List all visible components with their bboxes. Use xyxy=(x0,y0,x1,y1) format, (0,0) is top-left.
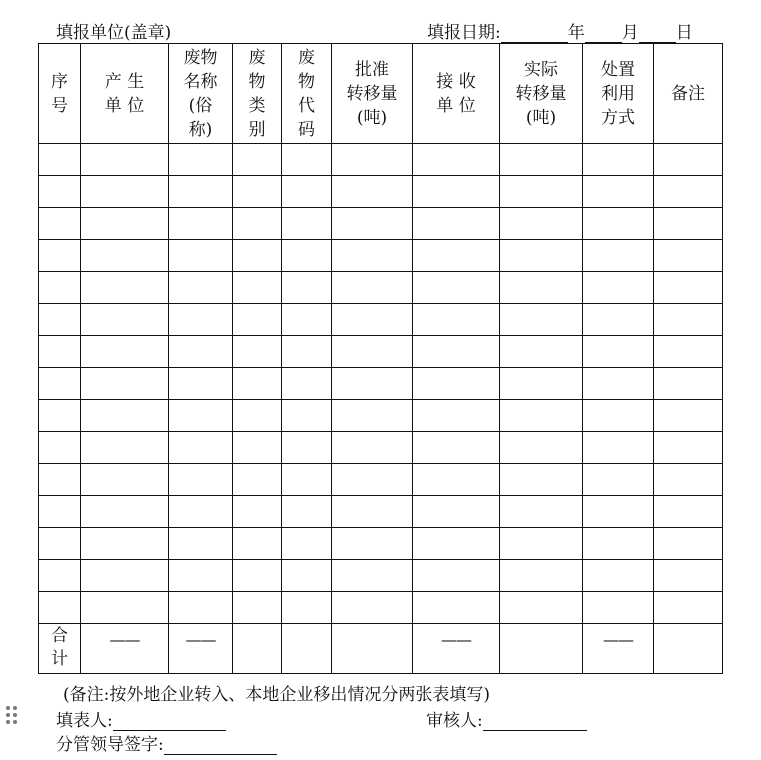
table-cell-actual[interactable] xyxy=(500,240,583,272)
table-cell-waste_code[interactable] xyxy=(282,400,332,432)
year-label: 年 xyxy=(567,23,585,43)
total-waste-name-cell[interactable]: —— xyxy=(169,624,233,674)
reporting-date-label: 填报日期: xyxy=(427,23,501,43)
table-cell-remarks[interactable] xyxy=(654,560,723,592)
table-cell-actual[interactable] xyxy=(500,304,583,336)
table-cell-waste_code[interactable] xyxy=(282,272,332,304)
table-cell-producer[interactable] xyxy=(81,368,169,400)
table-cell-producer[interactable] xyxy=(81,336,169,368)
table-cell-waste_code[interactable] xyxy=(282,304,332,336)
table-cell-producer[interactable] xyxy=(81,528,169,560)
table-cell-waste_name[interactable] xyxy=(169,304,233,336)
table-cell-waste_category[interactable] xyxy=(233,496,282,528)
table-cell-approved[interactable] xyxy=(332,432,413,464)
table-cell-remarks[interactable] xyxy=(654,272,723,304)
table-cell-waste_name[interactable] xyxy=(169,464,233,496)
table-cell-seq[interactable] xyxy=(39,496,81,528)
table-cell-waste_name[interactable] xyxy=(169,368,233,400)
table-row xyxy=(39,432,723,464)
table-cell-waste_code[interactable] xyxy=(282,368,332,400)
table-cell-waste_name[interactable] xyxy=(169,240,233,272)
table-cell-waste_name[interactable] xyxy=(169,272,233,304)
table-cell-waste_category[interactable] xyxy=(233,592,282,624)
table-cell-actual[interactable] xyxy=(500,208,583,240)
reviewer-field[interactable] xyxy=(483,713,587,731)
table-row xyxy=(39,176,723,208)
table-cell-remarks[interactable] xyxy=(654,464,723,496)
table-cell-waste_code[interactable] xyxy=(282,176,332,208)
table-cell-producer[interactable] xyxy=(81,304,169,336)
filler-label: 填表人: xyxy=(56,711,113,731)
table-cell-seq[interactable] xyxy=(39,464,81,496)
table-cell-disposal[interactable] xyxy=(583,464,654,496)
col-header-producer: 产 生 单 位 xyxy=(81,44,169,144)
table-cell-remarks[interactable] xyxy=(654,528,723,560)
table-cell-seq[interactable] xyxy=(39,144,81,176)
table-cell-waste_category[interactable] xyxy=(233,144,282,176)
table-cell-waste_category[interactable] xyxy=(233,560,282,592)
table-row xyxy=(39,560,723,592)
table-cell-actual[interactable] xyxy=(500,592,583,624)
filler-signature xyxy=(56,706,226,731)
col-header-receiver: 接 收 单 位 xyxy=(413,44,500,144)
table-cell-approved[interactable] xyxy=(332,368,413,400)
table-cell-seq[interactable] xyxy=(39,240,81,272)
table-cell-remarks[interactable] xyxy=(654,176,723,208)
table-cell-waste_name[interactable] xyxy=(169,496,233,528)
table-cell-approved[interactable] xyxy=(332,528,413,560)
table-cell-remarks[interactable] xyxy=(654,432,723,464)
table-cell-waste_category[interactable] xyxy=(233,368,282,400)
table-cell-seq[interactable] xyxy=(39,592,81,624)
total-label-cell: 合 计 xyxy=(39,624,81,674)
table-cell-disposal[interactable] xyxy=(583,272,654,304)
day-field[interactable] xyxy=(639,25,676,43)
table-cell-actual[interactable] xyxy=(500,336,583,368)
table-cell-receiver[interactable] xyxy=(413,496,500,528)
table-cell-waste_name[interactable] xyxy=(169,176,233,208)
table-cell-receiver[interactable] xyxy=(413,592,500,624)
table-cell-actual[interactable] xyxy=(500,528,583,560)
table-cell-actual[interactable] xyxy=(500,464,583,496)
table-cell-receiver[interactable] xyxy=(413,528,500,560)
table-cell-approved[interactable] xyxy=(332,176,413,208)
reporting-date xyxy=(427,18,693,43)
table-cell-disposal[interactable] xyxy=(583,400,654,432)
total-disposal-cell[interactable]: —— xyxy=(583,624,654,674)
table-cell-waste_code[interactable] xyxy=(282,592,332,624)
table-cell-actual[interactable] xyxy=(500,176,583,208)
total-waste-category-cell[interactable] xyxy=(233,624,282,674)
col-header-waste-name: 废物 名称 (俗 称) xyxy=(169,44,233,144)
table-cell-remarks[interactable] xyxy=(654,304,723,336)
table-row xyxy=(39,272,723,304)
table-cell-seq[interactable] xyxy=(39,336,81,368)
table-row xyxy=(39,336,723,368)
table-cell-actual[interactable] xyxy=(500,144,583,176)
table-cell-waste_category[interactable] xyxy=(233,528,282,560)
table-cell-disposal[interactable] xyxy=(583,240,654,272)
leader-label: 分管领导签字: xyxy=(56,735,164,755)
total-approved-cell[interactable] xyxy=(332,624,413,674)
table-cell-approved[interactable] xyxy=(332,208,413,240)
table-cell-approved[interactable] xyxy=(332,400,413,432)
table-cell-waste_code[interactable] xyxy=(282,432,332,464)
table-cell-waste_category[interactable] xyxy=(233,304,282,336)
table-cell-waste_category[interactable] xyxy=(233,464,282,496)
table-cell-waste_code[interactable] xyxy=(282,464,332,496)
table-cell-remarks[interactable] xyxy=(654,208,723,240)
table-cell-disposal[interactable] xyxy=(583,560,654,592)
table-cell-waste_code[interactable] xyxy=(282,560,332,592)
table-body xyxy=(39,144,723,624)
table-row xyxy=(39,528,723,560)
table-row xyxy=(39,208,723,240)
table-cell-receiver[interactable] xyxy=(413,336,500,368)
drag-handle-icon[interactable] xyxy=(6,706,18,724)
table-cell-receiver[interactable] xyxy=(413,304,500,336)
table-cell-approved[interactable] xyxy=(332,304,413,336)
table-cell-approved[interactable] xyxy=(332,144,413,176)
waste-transfer-table xyxy=(38,43,723,674)
table-cell-remarks[interactable] xyxy=(654,592,723,624)
table-cell-waste_name[interactable] xyxy=(169,144,233,176)
table-cell-remarks[interactable] xyxy=(654,240,723,272)
table-cell-producer[interactable] xyxy=(81,176,169,208)
table-cell-seq[interactable] xyxy=(39,208,81,240)
table-cell-producer[interactable] xyxy=(81,464,169,496)
table-cell-seq[interactable] xyxy=(39,176,81,208)
table-cell-producer[interactable] xyxy=(81,144,169,176)
table-row xyxy=(39,496,723,528)
table-row xyxy=(39,240,723,272)
table-cell-waste_name[interactable] xyxy=(169,560,233,592)
table-cell-actual[interactable] xyxy=(500,368,583,400)
table-cell-receiver[interactable] xyxy=(413,464,500,496)
total-actual-cell[interactable] xyxy=(500,624,583,674)
table-cell-disposal[interactable] xyxy=(583,432,654,464)
total-waste-code-cell[interactable] xyxy=(282,624,332,674)
table-cell-seq[interactable] xyxy=(39,304,81,336)
table-cell-disposal[interactable] xyxy=(583,496,654,528)
month-label: 月 xyxy=(621,23,639,43)
leader-field[interactable] xyxy=(164,737,277,755)
table-cell-approved[interactable] xyxy=(332,464,413,496)
table-cell-waste_category[interactable] xyxy=(233,400,282,432)
table-cell-seq[interactable] xyxy=(39,272,81,304)
table-cell-waste_name[interactable] xyxy=(169,528,233,560)
table-cell-waste_code[interactable] xyxy=(282,208,332,240)
table-cell-receiver[interactable] xyxy=(413,272,500,304)
table-cell-remarks[interactable] xyxy=(654,400,723,432)
table-cell-producer[interactable] xyxy=(81,272,169,304)
table-row xyxy=(39,304,723,336)
table-row xyxy=(39,368,723,400)
table-cell-waste_code[interactable] xyxy=(282,336,332,368)
leader-signature xyxy=(56,730,277,755)
col-header-actual-amount: 实际 转移量 (吨) xyxy=(500,44,583,144)
table-cell-receiver[interactable] xyxy=(413,144,500,176)
table-cell-seq[interactable] xyxy=(39,368,81,400)
col-header-disposal-method: 处置 利用 方式 xyxy=(583,44,654,144)
table-header-row xyxy=(39,44,723,144)
table-cell-approved[interactable] xyxy=(332,496,413,528)
table-note: (备注:按外地企业转入、本地企业移出情况分两张表填写) xyxy=(63,685,490,705)
table-cell-seq[interactable] xyxy=(39,528,81,560)
table-cell-disposal[interactable] xyxy=(583,176,654,208)
table-cell-actual[interactable] xyxy=(500,400,583,432)
table-cell-waste_name[interactable] xyxy=(169,208,233,240)
table-cell-producer[interactable] xyxy=(81,592,169,624)
table-cell-waste_category[interactable] xyxy=(233,272,282,304)
table-cell-receiver[interactable] xyxy=(413,240,500,272)
table-cell-disposal[interactable] xyxy=(583,592,654,624)
table-cell-waste_code[interactable] xyxy=(282,528,332,560)
total-remarks-cell[interactable] xyxy=(654,624,723,674)
table-cell-waste_name[interactable] xyxy=(169,400,233,432)
table-cell-waste_category[interactable] xyxy=(233,432,282,464)
table-cell-disposal[interactable] xyxy=(583,336,654,368)
table-cell-actual[interactable] xyxy=(500,432,583,464)
table-cell-receiver[interactable] xyxy=(413,208,500,240)
table-cell-waste_name[interactable] xyxy=(169,336,233,368)
reviewer-signature xyxy=(426,706,587,731)
table-row xyxy=(39,400,723,432)
table-cell-waste_category[interactable] xyxy=(233,208,282,240)
table-cell-waste_code[interactable] xyxy=(282,240,332,272)
table-cell-remarks[interactable] xyxy=(654,336,723,368)
table-cell-receiver[interactable] xyxy=(413,432,500,464)
table-cell-disposal[interactable] xyxy=(583,368,654,400)
table-cell-waste_category[interactable] xyxy=(233,336,282,368)
month-field[interactable] xyxy=(585,25,622,43)
table-cell-remarks[interactable] xyxy=(654,368,723,400)
total-row xyxy=(39,624,723,674)
table-cell-receiver[interactable] xyxy=(413,560,500,592)
table-cell-producer[interactable] xyxy=(81,560,169,592)
table-cell-waste_code[interactable] xyxy=(282,144,332,176)
table-cell-disposal[interactable] xyxy=(583,144,654,176)
table-cell-remarks[interactable] xyxy=(654,144,723,176)
table-cell-approved[interactable] xyxy=(332,272,413,304)
col-header-waste-code: 废 物 代 码 xyxy=(282,44,332,144)
table-cell-producer[interactable] xyxy=(81,240,169,272)
table-cell-approved[interactable] xyxy=(332,592,413,624)
col-header-remarks: 备注 xyxy=(654,44,723,144)
table-row xyxy=(39,464,723,496)
table-cell-waste_category[interactable] xyxy=(233,240,282,272)
filler-field[interactable] xyxy=(113,713,226,731)
table-cell-actual[interactable] xyxy=(500,272,583,304)
table-cell-seq[interactable] xyxy=(39,400,81,432)
table-cell-approved[interactable] xyxy=(332,240,413,272)
col-header-seq: 序 号 xyxy=(39,44,81,144)
day-label: 日 xyxy=(675,23,693,43)
table-cell-receiver[interactable] xyxy=(413,176,500,208)
table-cell-disposal[interactable] xyxy=(583,528,654,560)
table-cell-disposal[interactable] xyxy=(583,208,654,240)
table-cell-producer[interactable] xyxy=(81,208,169,240)
col-header-approved-amount: 批准 转移量 (吨) xyxy=(332,44,413,144)
table-cell-producer[interactable] xyxy=(81,400,169,432)
reviewer-label: 审核人: xyxy=(426,711,483,731)
total-receiver-cell[interactable]: —— xyxy=(413,624,500,674)
table-cell-waste_code[interactable] xyxy=(282,496,332,528)
table-cell-receiver[interactable] xyxy=(413,400,500,432)
table-row xyxy=(39,144,723,176)
reporting-unit-label: 填报单位(盖章) xyxy=(56,23,172,43)
table-cell-producer[interactable] xyxy=(81,496,169,528)
table-cell-actual[interactable] xyxy=(500,560,583,592)
table-cell-approved[interactable] xyxy=(332,560,413,592)
table-cell-waste_name[interactable] xyxy=(169,592,233,624)
col-header-waste-category: 废 物 类 别 xyxy=(233,44,282,144)
table-cell-waste_name[interactable] xyxy=(169,432,233,464)
table-row xyxy=(39,592,723,624)
table-cell-actual[interactable] xyxy=(500,496,583,528)
table-cell-waste_category[interactable] xyxy=(233,176,282,208)
table-cell-disposal[interactable] xyxy=(583,304,654,336)
table-cell-seq[interactable] xyxy=(39,560,81,592)
table-cell-seq[interactable] xyxy=(39,432,81,464)
table-cell-producer[interactable] xyxy=(81,432,169,464)
table-cell-receiver[interactable] xyxy=(413,368,500,400)
table-cell-remarks[interactable] xyxy=(654,496,723,528)
table-cell-approved[interactable] xyxy=(332,336,413,368)
year-field[interactable] xyxy=(501,25,568,43)
total-producer-cell[interactable]: —— xyxy=(81,624,169,674)
